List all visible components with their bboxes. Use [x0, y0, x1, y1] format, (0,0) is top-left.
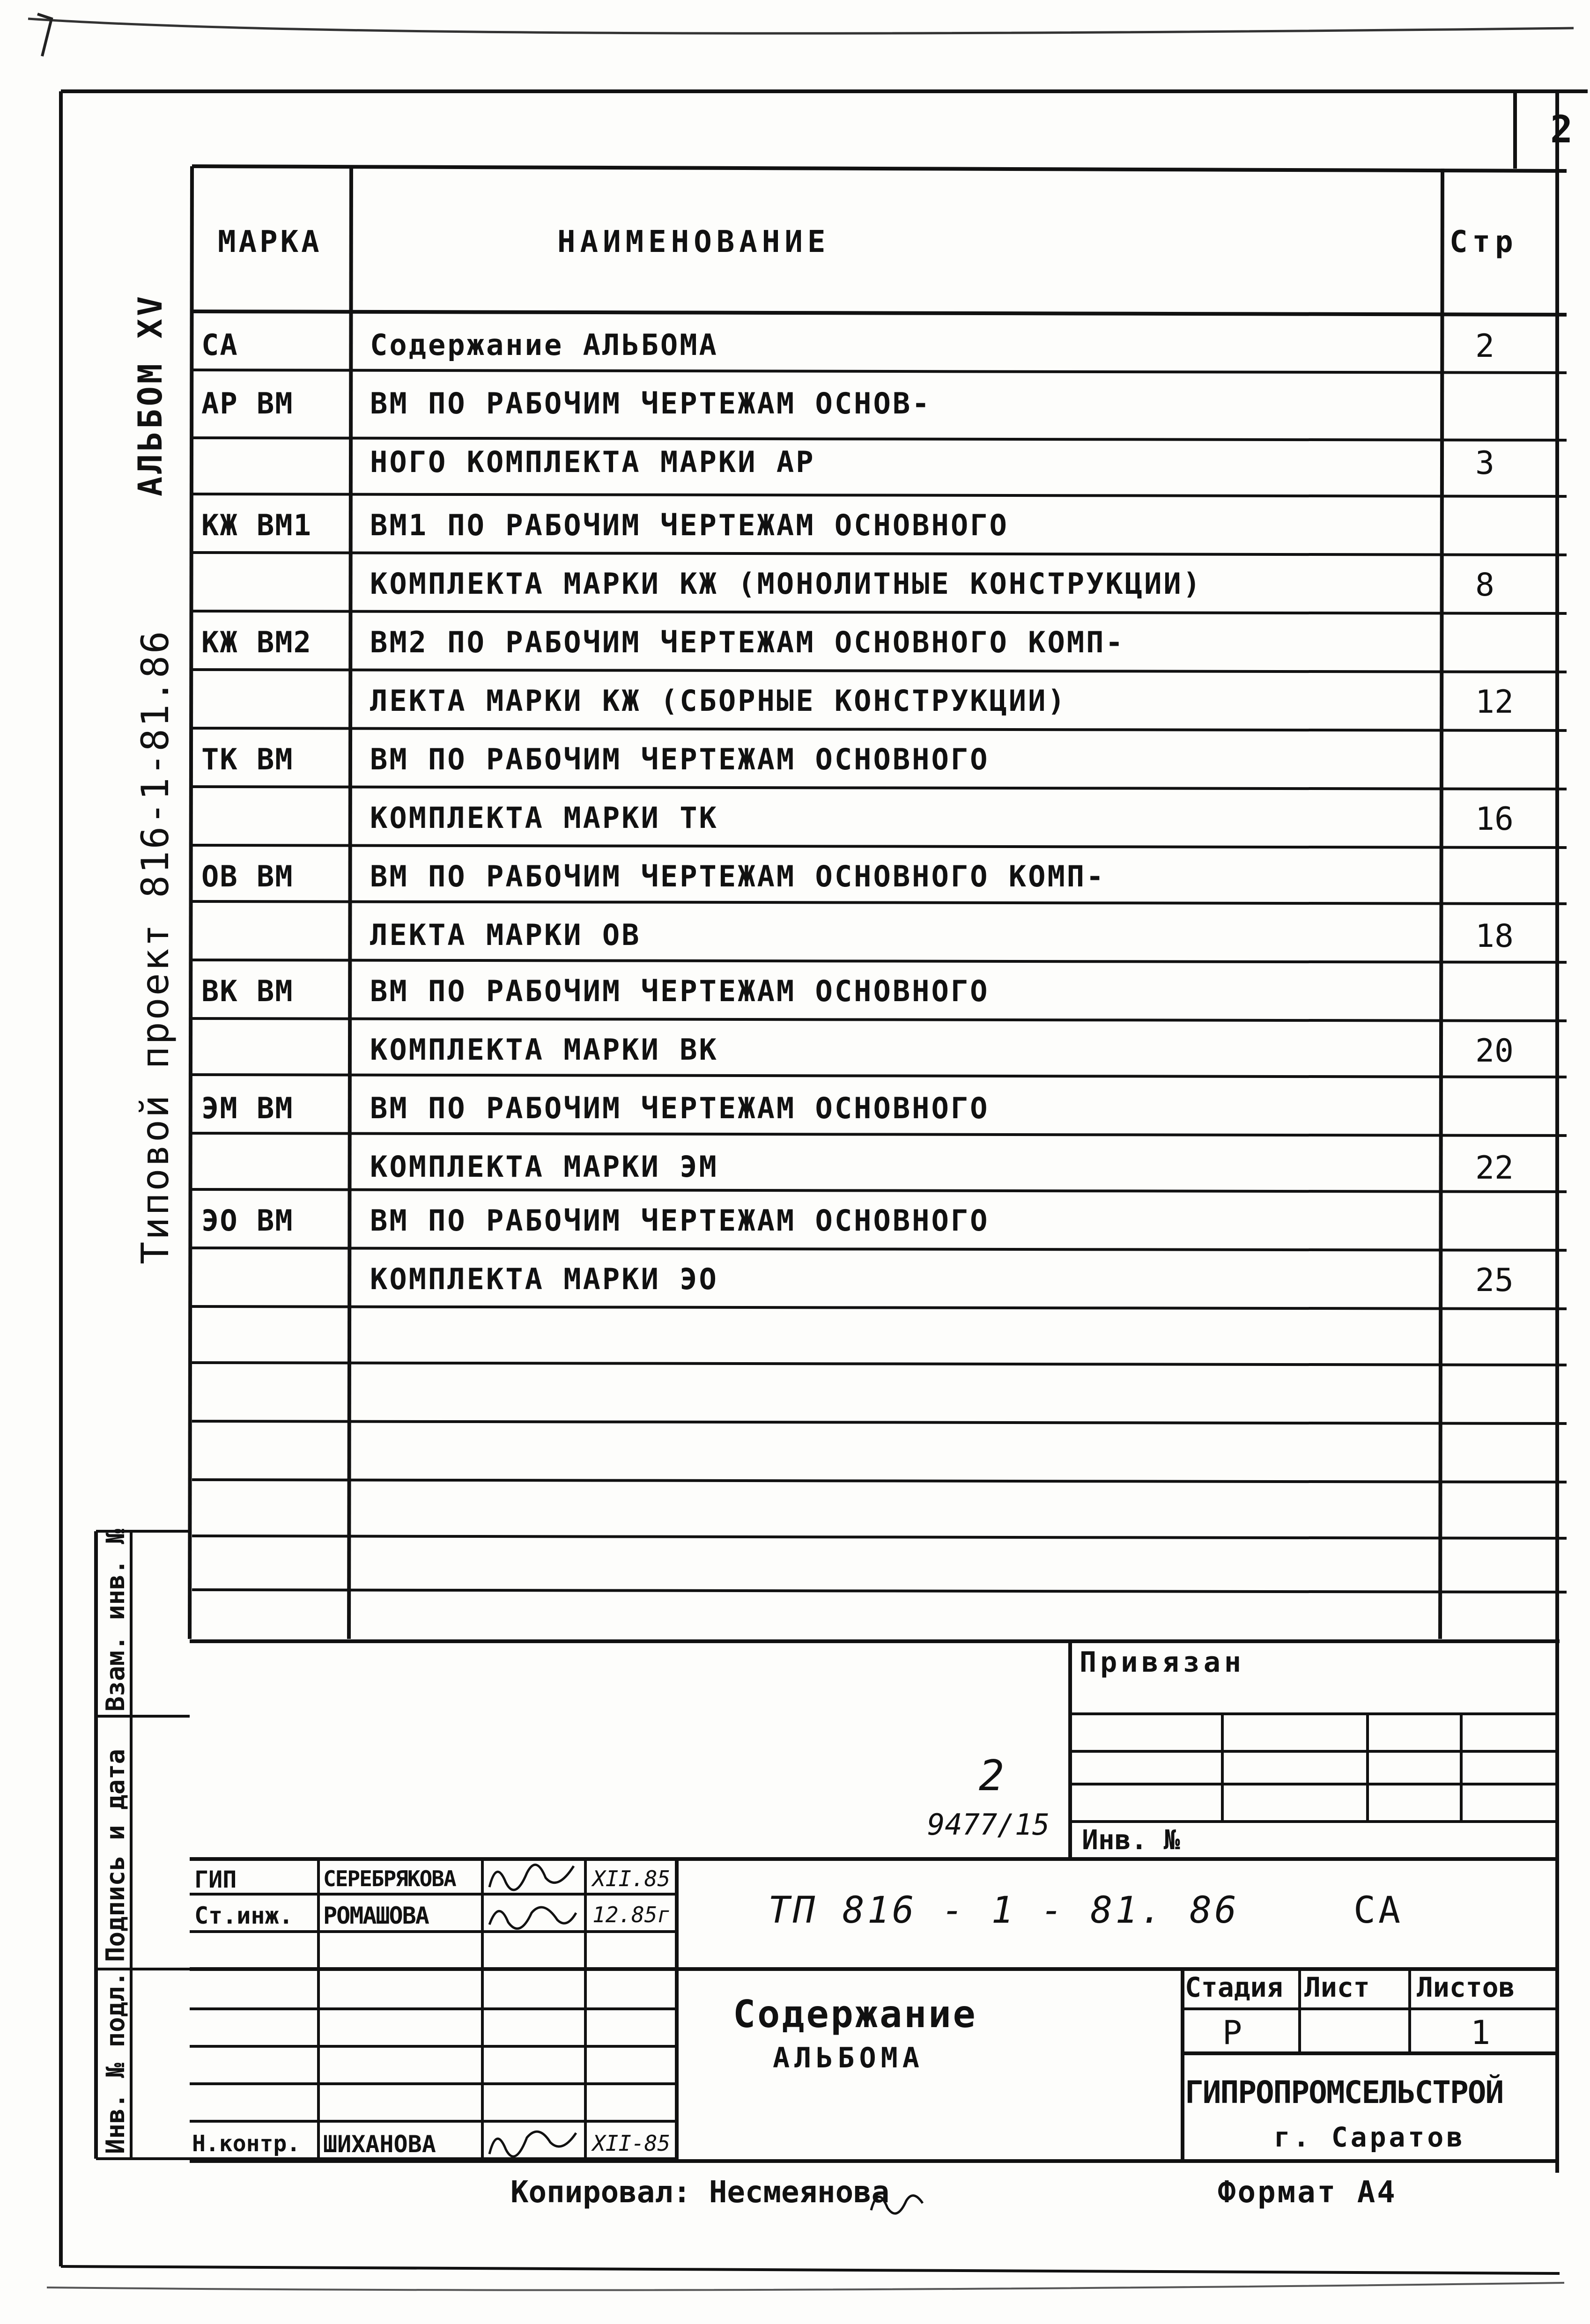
row-mark: ТК ВМ: [201, 742, 294, 776]
signer-name-3: ШИХАНОВА: [323, 2131, 436, 2158]
signer-name-1: СЕРЕБРЯКОВА: [323, 1866, 456, 1891]
inv-no-label: Инв. №: [1082, 1824, 1180, 1856]
signer-date-2: 12.85г: [592, 1902, 671, 1927]
signer-role-2: Ст.инж.: [194, 1902, 293, 1929]
header-page: Стр: [1449, 225, 1518, 259]
signer-name-2: РОМАШОВА: [323, 1902, 429, 1929]
signer-role-3: Н.контр.: [192, 2131, 301, 2157]
row-name-line2: ЛЕКТА МАРКИ КЖ (СБОРНЫЕ КОНСТРУКЦИИ): [370, 684, 1067, 718]
row-name-line2: НОГО КОМПЛЕКТА МАРКИ АР: [370, 445, 815, 479]
header-name: НАИМЕНОВАНИЕ: [557, 225, 830, 259]
signature-2: [489, 1907, 576, 1929]
side-inv-podl: Инв. № подл.: [101, 1971, 130, 2154]
sheet-number: 2: [1550, 108, 1573, 151]
side-podpis-data: Подпись и дата: [101, 1749, 130, 1962]
row-page: 16: [1475, 801, 1514, 838]
stage-header: Стадия: [1185, 1971, 1283, 2003]
privyazan-label: Привязан: [1080, 1646, 1245, 1679]
row-page: 3: [1475, 445, 1494, 482]
header-mark: МАРКА: [218, 225, 322, 259]
row-name-line2: КОМПЛЕКТА МАРКИ ЭО: [370, 1262, 718, 1296]
signer-date-3: XII-85: [592, 2131, 671, 2156]
title-line1: Содержание: [733, 1992, 977, 2036]
handwritten-code: 9477/15: [927, 1808, 1050, 1842]
row-mark: ВК ВМ: [201, 974, 294, 1008]
row-name-line1: ВМ ПО РАБОЧИМ ЧЕРТЕЖАМ ОСНОВНОГО: [370, 1091, 990, 1125]
row-name-line1: ВМ1 ПО РАБОЧИМ ЧЕРТЕЖАМ ОСНОВНОГО: [370, 508, 1009, 542]
row-page: 2: [1475, 328, 1494, 365]
row-mark: СА: [201, 328, 238, 362]
row-name-line1: ВМ ПО РАБОЧИМ ЧЕРТЕЖАМ ОСНОВ-: [370, 386, 932, 421]
side-label-album: АЛЬБОМ XV: [131, 293, 170, 496]
row-name-line2: КОМПЛЕКТА МАРКИ ВК: [370, 1033, 718, 1067]
signer-role-1: ГИП: [194, 1866, 237, 1893]
signature-3: [489, 2132, 576, 2156]
row-name-line1: ВМ2 ПО РАБОЧИМ ЧЕРТЕЖАМ ОСНОВНОГО КОМП-: [370, 625, 1125, 659]
organization: ГИПРОПРОМСЕЛЬСТРОЙ: [1185, 2074, 1503, 2110]
city: г. Саратов: [1274, 2121, 1466, 2153]
row-mark: АР ВМ: [201, 386, 294, 421]
row-mark: ЭМ ВМ: [201, 1091, 294, 1125]
row-name-line2: КОМПЛЕКТА МАРКИ КЖ (МОНОЛИТНЫЕ КОНСТРУКЦИИ): [370, 567, 1203, 601]
sheet-header: Лист: [1304, 1971, 1370, 2003]
title-line2: АЛЬБОМА: [773, 2042, 924, 2074]
format-label: Формат А4: [1218, 2175, 1397, 2210]
side-vzam-inv: Взам. инв. №: [101, 1528, 130, 1712]
project-designation: ТП 816 - 1 - 81. 86: [768, 1889, 1240, 1932]
row-name-line2: КОМПЛЕКТА МАРКИ ТК: [370, 801, 718, 835]
handwritten-number: 2: [979, 1751, 1005, 1800]
row-page: 22: [1475, 1150, 1514, 1187]
row-page: 25: [1475, 1262, 1514, 1299]
row-name-line1: ВМ ПО РАБОЧИМ ЧЕРТЕЖАМ ОСНОВНОГО КОМП-: [370, 859, 1106, 893]
row-page: 12: [1475, 684, 1514, 721]
row-page: 18: [1475, 918, 1514, 955]
sheets-value: 1: [1471, 2014, 1491, 2052]
row-name-line1: ВМ ПО РАБОЧИМ ЧЕРТЕЖАМ ОСНОВНОГО: [370, 974, 990, 1008]
side-label-project: Типовой проект 816-1-81.86: [133, 629, 177, 1264]
row-name-line1: Содержание АЛЬБОМА: [370, 328, 718, 362]
row-name-line2: КОМПЛЕКТА МАРКИ ЭМ: [370, 1150, 718, 1184]
signer-date-1: XII.85: [592, 1866, 671, 1891]
row-page: 8: [1475, 567, 1494, 604]
row-mark: ОВ ВМ: [201, 859, 294, 893]
row-name-line2: ЛЕКТА МАРКИ ОВ: [370, 918, 641, 952]
row-page: 20: [1475, 1033, 1514, 1070]
row-mark: КЖ ВМ1: [201, 508, 312, 542]
row-name-line1: ВМ ПО РАБОЧИМ ЧЕРТЕЖАМ ОСНОВНОГО: [370, 742, 990, 776]
mark-code: СА: [1353, 1889, 1403, 1932]
copied-by: Копировал: Несмеянова: [510, 2175, 890, 2210]
signature-1: [489, 1865, 574, 1890]
sheets-header: Листов: [1417, 1971, 1515, 2003]
row-mark: ЭО ВМ: [201, 1203, 294, 1238]
stage-value: Р: [1222, 2014, 1242, 2052]
row-mark: КЖ ВМ2: [201, 625, 312, 659]
row-name-line1: ВМ ПО РАБОЧИМ ЧЕРТЕЖАМ ОСНОВНОГО: [370, 1203, 990, 1238]
